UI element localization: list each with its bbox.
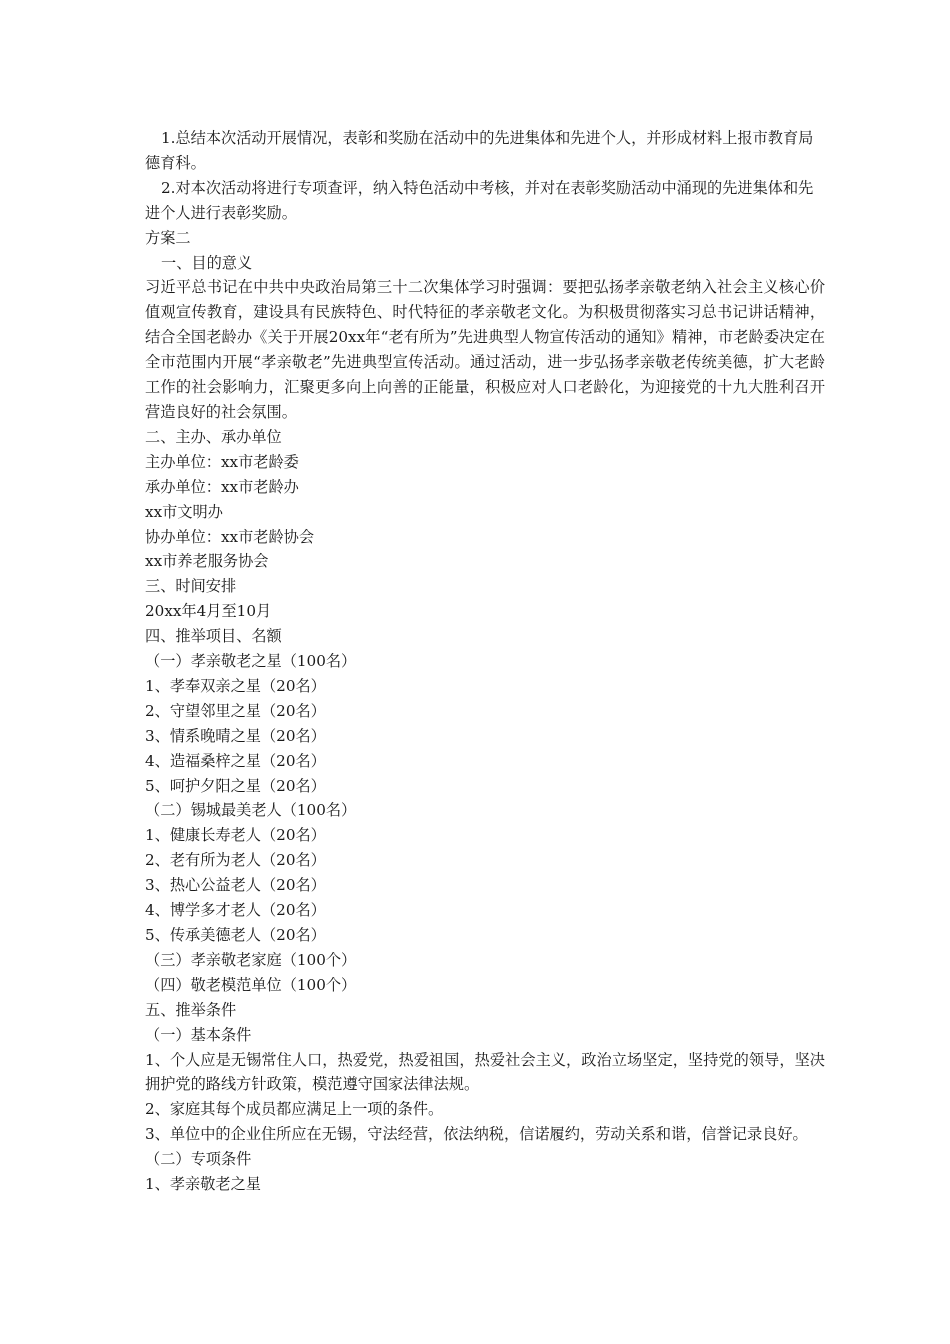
line-co-organizer: 协办单位：xx市老龄协会 [145, 527, 315, 546]
line-host: 主办单位：xx市老龄委 [145, 452, 299, 471]
subheading-star: （一）孝亲敬老之星（100名） [145, 652, 357, 671]
line-organizer: 承办单位：xx市老龄办 [145, 477, 299, 496]
section-title-plan-two: 方案二 [145, 228, 191, 247]
paragraph-purpose: 习近平总书记在中共中央政治局第三十二次集体学习时强调：要把弘扬孝亲敬老纳入社会主义核心价值观宣传教育，建设具有民族特色、时代特征的孝亲敬老文化。为积极贯彻落实习总书记讲话精神，结合全国老龄办《关于开展20xx年“老有所为”先进典型人物宣传活动的通知》精神，市老龄委决定在全市范围内开展“孝亲敬老”先进典型宣传活动。通过活动，进一步弘扬孝亲敬老传统美德，扩大老龄工作的社会影响力，汇聚更多向上向善的正能量，积极应对人口老龄化，为迎接党的十九大胜利召开营造良好的社会氛围。 [145, 278, 825, 421]
line-organizer-2: xx市文明办 [145, 502, 223, 521]
document-body [145, 126, 825, 1197]
paragraph-summary-2: 2.对本次活动将进行专项查评，纳入特色活动中考核，并对在表彰奖励活动中涌现的先进集体和先进个人进行表彰奖励。 [145, 178, 814, 222]
list-item: 4、博学多才老人（20名） [145, 901, 326, 920]
list-item: 1、孝奉双亲之星（20名） [145, 676, 326, 695]
condition-item: 1、孝亲敬老之星 [145, 1175, 261, 1194]
list-item: 5、呵护夕阳之星（20名） [145, 776, 326, 795]
heading-purpose: 一、目的意义 [161, 253, 253, 272]
list-item: 2、老有所为老人（20名） [145, 851, 326, 870]
heading-conditions: 五、推举条件 [145, 1000, 237, 1019]
heading-organizers: 二、主办、承办单位 [145, 427, 282, 446]
subheading-special: （二）专项条件 [145, 1150, 252, 1169]
list-item: 3、情系晚晴之星（20名） [145, 726, 326, 745]
line-co-organizer-2: xx市养老服务协会 [145, 552, 269, 571]
list-item: 3、热心公益老人（20名） [145, 876, 326, 895]
paragraph-summary-1: 1.总结本次活动开展情况，表彰和奖励在活动中的先进集体和先进个人，并形成材料上报市教育局德育科。 [145, 129, 814, 172]
subheading-basic: （一）基本条件 [145, 1025, 252, 1044]
condition-item: 1、个人应是无锡常住人口，热爱党，热爱祖国，热爱社会主义，政治立场坚定，坚持党的领导，坚决拥护党的路线方针政策，模范遵守国家法律法规。 [145, 1050, 825, 1094]
heading-schedule: 三、时间安排 [145, 577, 237, 596]
subheading-elders: （二）锡城最美老人（100名） [145, 801, 357, 820]
condition-item: 3、单位中的企业住所应在无锡，守法经营，依法纳税，信诺履约，劳动关系和谐，信誉记录良好。 [145, 1125, 808, 1144]
list-item: 2、守望邻里之星（20名） [145, 701, 326, 720]
subheading-family: （三）孝亲敬老家庭（100个） [145, 950, 357, 969]
list-item: 5、传承美德老人（20名） [145, 926, 326, 944]
list-item: 4、造福桑梓之星（20名） [145, 751, 326, 770]
list-item: 1、健康长寿老人（20名） [145, 826, 326, 845]
subheading-unit: （四）敬老模范单位（100个） [145, 975, 357, 994]
heading-items: 四、推举项目、名额 [145, 627, 282, 646]
condition-item: 2、家庭其每个成员都应满足上一项的条件。 [145, 1100, 444, 1119]
line-schedule: 20xx年4月至10月 [145, 602, 272, 621]
